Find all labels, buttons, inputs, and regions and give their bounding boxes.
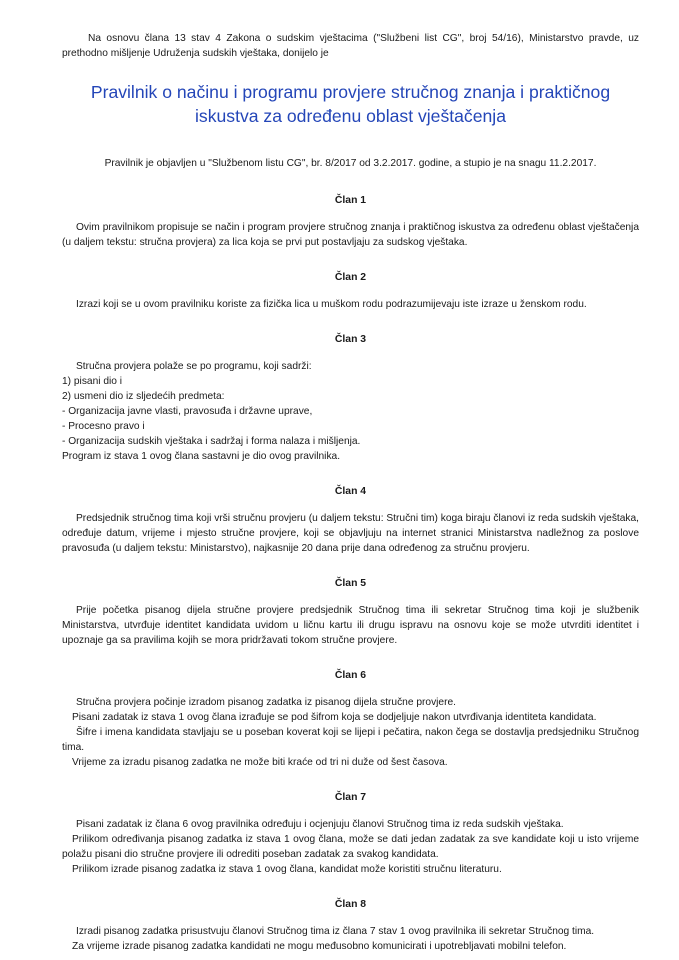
article-6 [62,668,639,770]
article-title: Član 4 [334,486,367,497]
article-3 [62,332,639,464]
article-title: Član 8 [334,899,367,910]
article-title: Član 7 [334,792,367,803]
article-paragraph: Stručna provjera polaže se po programu, koji sadrži: [76,361,312,372]
intro-paragraph: Na osnovu člana 13 stav 4 Zakona o sudskim vještacima ("Službeni list CG", broj 54/16), Ministarstvo pravde, uz prethodno mišljenje Udruženja sudskih vještaka, donijelo je [62,33,639,59]
article-paragraph: Program iz stava 1 ovog člana sastavni je dio ovog pravilnika. [62,451,341,462]
article-paragraph: Šifre i imena kandidata stavljaju se u poseban koverat koji se lijepi i pečatira, nakon čega se dostavlja predsjedniku Stručnog tima. [62,727,639,753]
article-title: Član 6 [334,670,367,681]
publication-note: Pravilnik je objavljen u "Službenom listu CG", br. 8/2017 od 3.2.2017. godine, a stupio je na snagu 11.2.2017. [104,158,597,169]
article-paragraph: Izrazi koji se u ovom pravilniku koriste za fizička lica u muškom rodu podrazumijevaju iste izraze u ženskom rodu. [76,299,587,310]
article-5 [62,576,639,648]
article-paragraph: Prilikom određivanja pisanog zadatka iz stava 1 ovog člana, može se dati jedan zadatak za sve kandidate koji u isto vrijeme polažu pisani dio stručne provjere ili odrediti poseban zadatak za svakog kandidata. [62,834,639,860]
article-paragraph: - Organizacija sudskih vještaka i sadržaj i forma nalaza i mišljenja. [62,436,361,447]
document-title: Pravilnik o načinu i programu provjere stručnog znanja i praktičnog iskustva za određenu oblast vještačenja [90,82,611,126]
article-paragraph: Za vrijeme izrade pisanog zadatka kandidati ne mogu međusobno komunicirati i upotrebljavati mobilni telefon. [72,941,567,952]
article-paragraph: Pisani zadatak iz stava 1 ovog člana izrađuje se pod šifrom koja se dodjeljuje nakon utvrđivanja identiteta kandidata. [72,712,597,723]
article-title: Član 3 [334,334,367,345]
article-paragraph: Pisani zadatak iz člana 6 ovog pravilnika određuju i ocjenjuju članovi Stručnog tima iz reda sudskih vještaka. [76,819,564,830]
article-title: Član 5 [334,578,367,589]
articles-container [62,193,639,954]
article-2 [62,270,639,312]
article-paragraph: Vrijeme za izradu pisanog zadatka ne može biti kraće od tri ni duže od šest časova. [72,757,448,768]
article-paragraph: Stručna provjera počinje izradom pisanog zadatka iz pisanog dijela stručne provjere. [76,697,456,708]
article-paragraph: 1) pisani dio i [62,376,123,387]
article-paragraph: - Organizacija javne vlasti, pravosuđa i državne uprave, [62,406,313,417]
article-paragraph: Prije početka pisanog dijela stručne provjere predsjednik Stručnog tima ili sekretar Stručnog tima koji je službenik Ministarstva, utvrđuje identitet kandidata uvidom u ličnu kartu ili drugu ispravu na osnovu koje se može utvrditi identitet i upoznaje ga sa pravilima kojih se mora pridržavati tokom stručne provjere. [62,605,639,646]
article-8 [62,897,639,954]
article-paragraph: Izradi pisanog zadatka prisustvuju članovi Stručnog tima iz člana 7 stav 1 ovog pravilnika ili sekretar Stručnog tima. [76,926,595,937]
article-1 [62,193,639,250]
article-title: Član 2 [334,272,367,283]
article-paragraph: Predsjednik stručnog tima koji vrši stručnu provjeru (u daljem tekstu: Stručni tim) koga biraju članovi iz reda sudskih vještaka, određuje datum, vrijeme i mjesto stručne provjere, koji se objavljuju na internet stranici Ministarstva nadležnog za poslove pravosuđa (u daljem tekstu: Ministarstvo), najkasnije 20 dana prije dana određenog za stručnu provjeru. [62,513,639,554]
article-paragraph: Prilikom izrade pisanog zadatka iz stava 1 ovog člana, kandidat može koristiti stručnu literaturu. [72,864,502,875]
article-paragraph: 2) usmeni dio iz sljedećih predmeta: [62,391,225,402]
article-7 [62,790,639,877]
article-paragraph: - Procesno pravo i [62,421,145,432]
article-paragraph: Ovim pravilnikom propisuje se način i program provjere stručnog znanja i praktičnog iskustva za određenu oblast vještačenja (u daljem tekstu: stručna provjera) za lica koja se prvi put postavljaju za sudskog vještaka. [62,222,639,248]
article-title: Član 1 [334,195,367,206]
article-4 [62,484,639,556]
